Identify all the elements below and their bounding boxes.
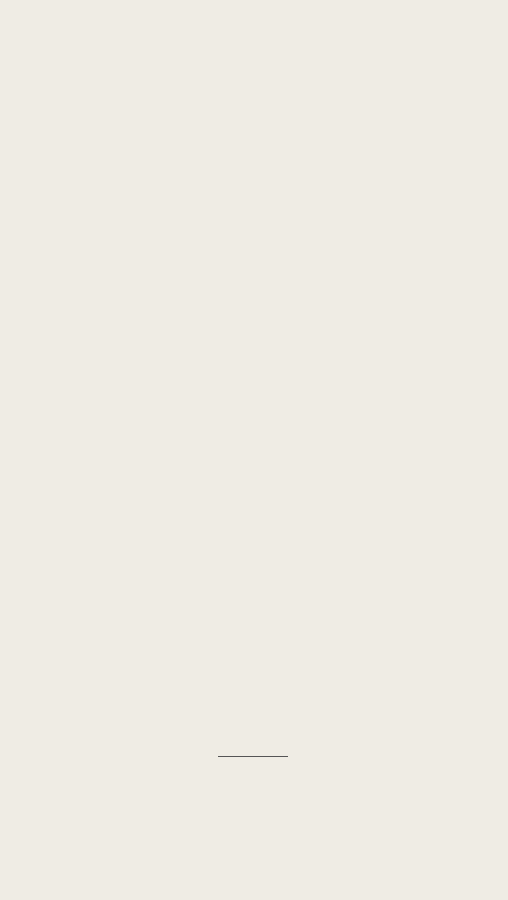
section-divider (218, 756, 288, 757)
